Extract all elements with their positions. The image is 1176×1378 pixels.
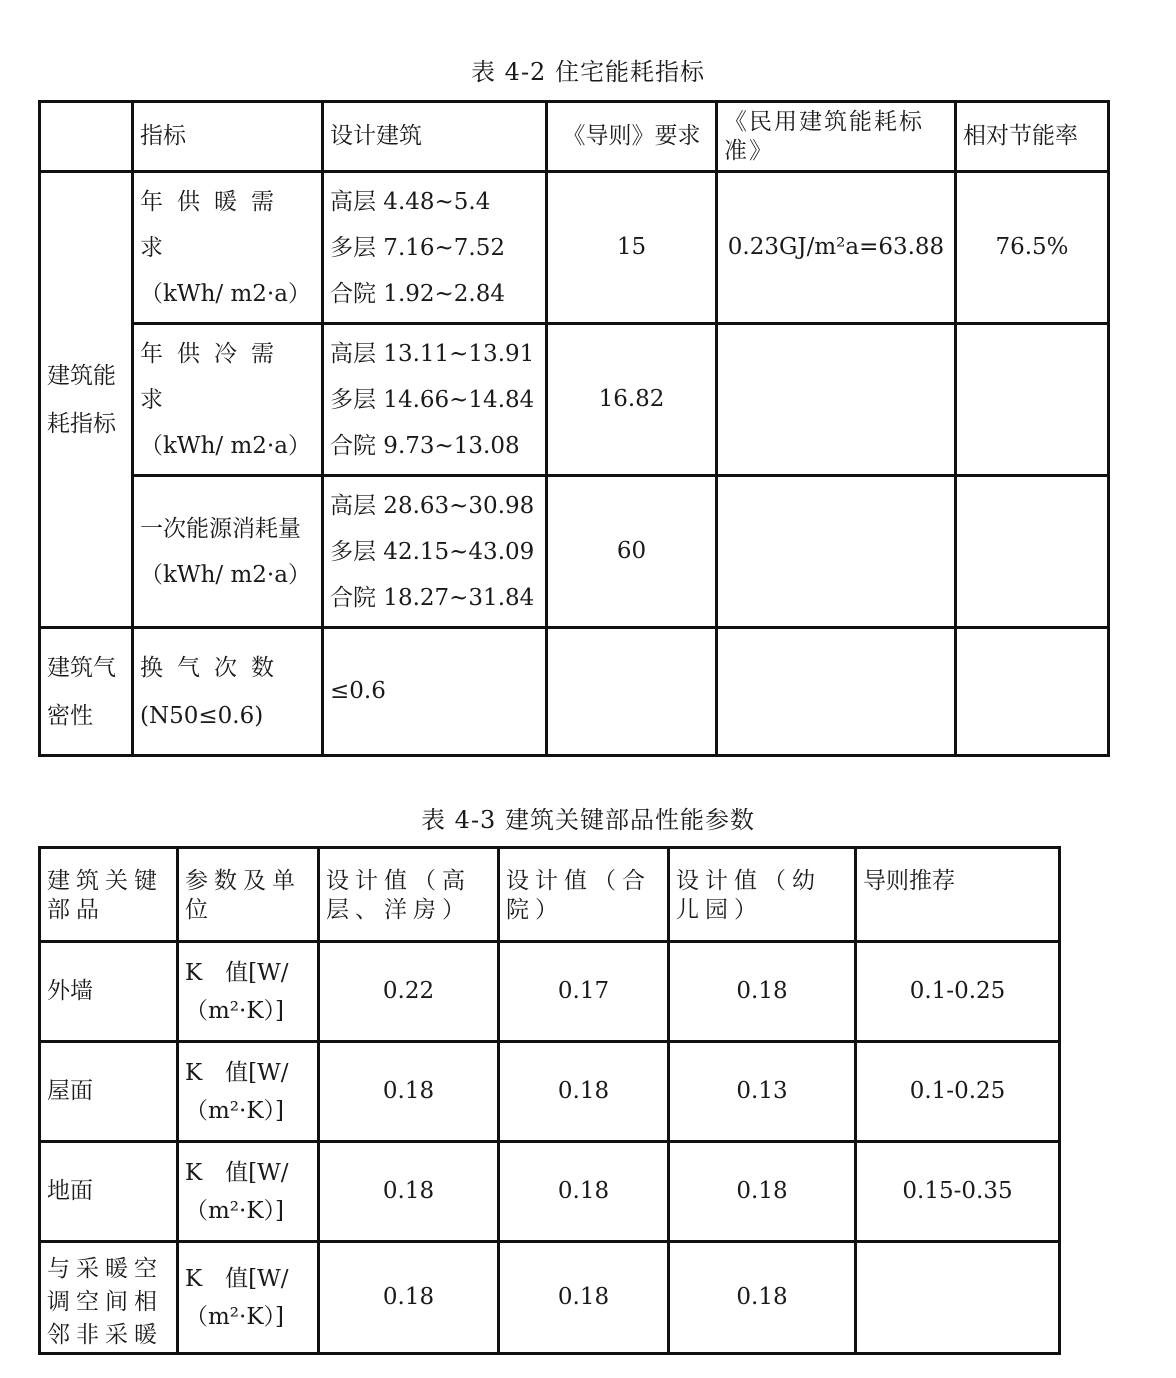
design-cell (323, 324, 547, 476)
design-value-high: 0.18 (319, 1242, 499, 1354)
component-name: 与采暖空调空间相邻非采暖 (40, 1242, 178, 1354)
saving-rate-value (956, 476, 1109, 628)
group-airtightness: 建筑气密性 (40, 628, 133, 756)
energy-indicator-table (38, 100, 1110, 757)
design-value-court: 合院 9.73~13.08 (330, 432, 520, 459)
parameter-line: K 值[W/ (185, 959, 289, 986)
design-value-court: 0.18 (499, 1042, 669, 1142)
parameter-cell (178, 942, 319, 1042)
guideline-value: 16.82 (547, 324, 717, 476)
header-empty-cell (40, 102, 133, 172)
standard-value (717, 476, 956, 628)
parameter-cell (178, 1142, 319, 1242)
header-component: 建筑关键部品 (40, 848, 178, 942)
design-value-mid: 多层 42.15~43.09 (330, 538, 535, 565)
standard-value: 0.23GJ/m²a=63.88 (717, 172, 956, 324)
design-value-high: 0.22 (319, 942, 499, 1042)
header-saving-rate: 相对节能率 (956, 102, 1109, 172)
table-row (40, 1242, 1060, 1354)
design-value-kindergarten: 0.18 (669, 1142, 856, 1242)
design-value: ≤0.6 (323, 628, 547, 756)
design-value-court: 0.18 (499, 1242, 669, 1354)
guideline-value: 15 (547, 172, 717, 324)
parameter-line: K 值[W/ (185, 1059, 289, 1086)
design-value-mid: 多层 14.66~14.84 (330, 386, 535, 413)
indicator-unit: （kWh/ m2·a） (140, 280, 311, 307)
indicator-cell (133, 476, 323, 628)
table-header-row (40, 848, 1060, 942)
guideline-value: 60 (547, 476, 717, 628)
indicator-name: 年供冷需求 (140, 340, 288, 413)
parameter-unit: （m²·K）] (185, 1303, 284, 1330)
design-cell (323, 476, 547, 628)
parameter-unit: （m²·K）] (185, 1097, 284, 1124)
table-header-row (40, 102, 1109, 172)
design-value-kindergarten: 0.18 (669, 942, 856, 1042)
group-energy-indicator: 建筑能耗指标 (40, 172, 133, 628)
design-cell (323, 172, 547, 324)
indicator-name: 换气次数 (140, 654, 288, 681)
design-value-mid: 多层 7.16~7.52 (330, 234, 506, 261)
header-indicator: 指标 (133, 102, 323, 172)
indicator-cell (133, 172, 323, 324)
table-row (40, 1042, 1060, 1142)
table-row (40, 1142, 1060, 1242)
design-value-kindergarten: 0.13 (669, 1042, 856, 1142)
design-value-court: 合院 1.92~2.84 (330, 280, 506, 307)
design-value-court: 0.17 (499, 942, 669, 1042)
design-value-kindergarten: 0.18 (669, 1242, 856, 1354)
indicator-unit: (N50≤0.6) (140, 702, 264, 729)
table1-caption: 表 4-2 住宅能耗指标 (471, 58, 705, 86)
recommended-value: 0.1-0.25 (856, 942, 1060, 1042)
parameter-cell (178, 1242, 319, 1354)
indicator-name: 年供暖需求 (140, 188, 288, 261)
component-name: 地面 (40, 1142, 178, 1242)
header-design-kindergarten: 设计值（幼儿园） (669, 848, 856, 942)
saving-rate-value (956, 628, 1109, 756)
standard-value (717, 324, 956, 476)
table-row (40, 324, 1109, 476)
design-value-high: 0.18 (319, 1042, 499, 1142)
design-value-court: 0.18 (499, 1142, 669, 1242)
header-design-court: 设计值（合院） (499, 848, 669, 942)
standard-value (717, 628, 956, 756)
header-design-building: 设计建筑 (323, 102, 547, 172)
design-value-high: 0.18 (319, 1142, 499, 1242)
table-row (40, 476, 1109, 628)
parameter-cell (178, 1042, 319, 1142)
header-guideline: 《导则》要求 (547, 102, 717, 172)
indicator-cell (133, 628, 323, 756)
design-value-high: 高层 4.48~5.4 (330, 188, 491, 215)
saving-rate-value (956, 324, 1109, 476)
header-recommended: 导则推荐 (856, 848, 1060, 942)
indicator-unit: （kWh/ m2·a） (140, 432, 311, 459)
recommended-value: 0.1-0.25 (856, 1042, 1060, 1142)
guideline-value (547, 628, 717, 756)
saving-rate-value: 76.5% (956, 172, 1109, 324)
design-value-high: 高层 13.11~13.91 (330, 340, 535, 367)
parameter-unit: （m²·K）] (185, 997, 284, 1024)
design-value-court: 合院 18.27~31.84 (330, 584, 535, 611)
recommended-value: 0.15-0.35 (856, 1142, 1060, 1242)
key-component-table (38, 846, 1061, 1355)
parameter-line: K 值[W/ (185, 1159, 289, 1186)
parameter-line: K 值[W/ (185, 1265, 289, 1292)
table-row (40, 942, 1060, 1042)
component-name: 外墙 (40, 942, 178, 1042)
table2-caption: 表 4-3 建筑关键部品性能参数 (421, 806, 755, 834)
header-parameter: 参数及单位 (178, 848, 319, 942)
table-row (40, 628, 1109, 756)
recommended-value (856, 1242, 1060, 1354)
table-row (40, 172, 1109, 324)
indicator-name: 一次能源消耗量 (140, 515, 301, 542)
parameter-unit: （m²·K）] (185, 1197, 284, 1224)
indicator-cell (133, 324, 323, 476)
design-value-high: 高层 28.63~30.98 (330, 492, 535, 519)
header-design-high: 设计值（高层、洋房） (319, 848, 499, 942)
header-standard: 《民用建筑能耗标准》 (717, 102, 956, 172)
component-name: 屋面 (40, 1042, 178, 1142)
indicator-unit: （kWh/ m2·a） (140, 561, 311, 588)
